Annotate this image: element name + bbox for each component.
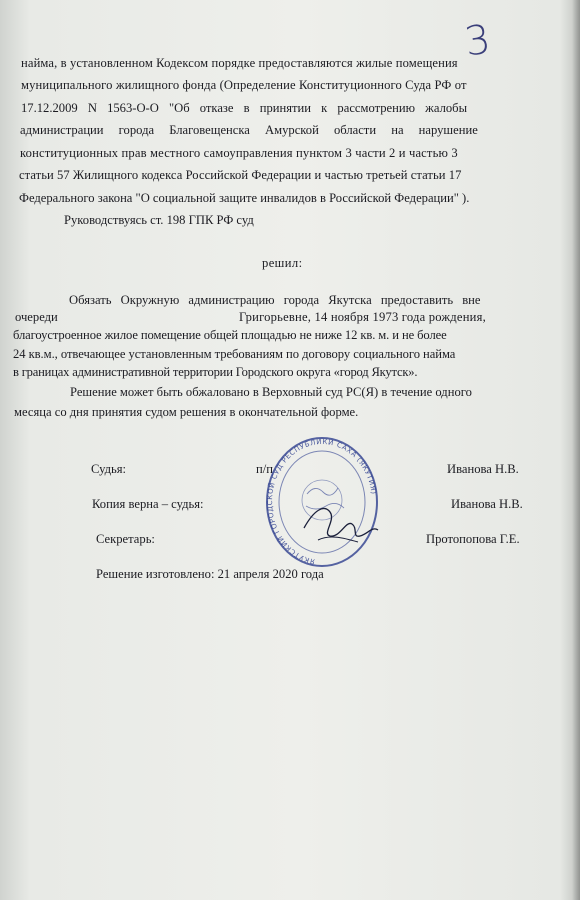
body-line: 17.12.2009 N 1563-О-О "Об отказе в принятии к рассмотрению жалобы [21, 101, 468, 115]
body-line: Федерального закона "О социальной защите инвалидов в Российской Федерации" ). [19, 191, 470, 205]
handwritten-page-number: 3 [461, 16, 494, 66]
ruling-line: Обязать Окружную администрацию города Якутска предоставить вне [69, 293, 481, 307]
ruling-line: благоустроенное жилое помещение общей площадью не ниже 12 кв. м. и не более [13, 328, 447, 342]
judge-label: Судья: [91, 462, 127, 476]
body-line: муниципального жилищного фонда (Определение Конституционного Суда РФ от [21, 78, 467, 92]
ruling-line: очереди [15, 310, 58, 324]
secretary-label: Секретарь: [96, 532, 155, 546]
ruling-line: 24 кв.м., отвечающее установленным требованиям по договору социального найма [13, 347, 456, 361]
seal-ring-text: ЯКУТСКИЙ ГОРОДСКОЙ СУД РЕСПУБЛИКИ САХА (ЯКУТИЯ) [266, 437, 378, 566]
appeal-line: Решение может быть обжаловано в Верховный суд РС(Я) в течение одного [70, 385, 472, 399]
judge-signature [300, 490, 380, 550]
appeal-line: месяца со дня принятия судом решения в окончательной форме. [14, 405, 359, 419]
made-on-line: Решение изготовлено: 21 апреля 2020 года [96, 567, 324, 581]
body-line: статьи 57 Жилищного кодекса Российской Федерации и частью третьей статьи 17 [19, 168, 462, 182]
page-edge-shadow [572, 0, 580, 900]
copy-label: Копия верна – судья: [92, 497, 204, 511]
judge-sign-mark: п/п [256, 462, 273, 476]
ruling-line: Григорьевне, 14 ноября 1973 года рождения, [239, 310, 486, 324]
ruling-line: в границах административной территории Городского округа «город Якутск». [13, 365, 418, 379]
copy-name: Иванова Н.В. [451, 497, 523, 511]
body-line: администрации города Благовещенска Амурской области на нарушение [20, 123, 478, 137]
decided-heading: решил: [262, 256, 303, 270]
body-line: конституционных прав местного самоуправления пунктом 3 части 2 и частью 3 [20, 146, 458, 160]
guided-by-line: Руководствуясь ст. 198 ГПК РФ суд [64, 213, 254, 227]
judge-name: Иванова Н.В. [447, 462, 519, 476]
secretary-name: Протопопова Г.Е. [426, 532, 520, 546]
body-line: найма, в установленном Кодексом порядке предоставляются жилые помещения [21, 56, 458, 70]
